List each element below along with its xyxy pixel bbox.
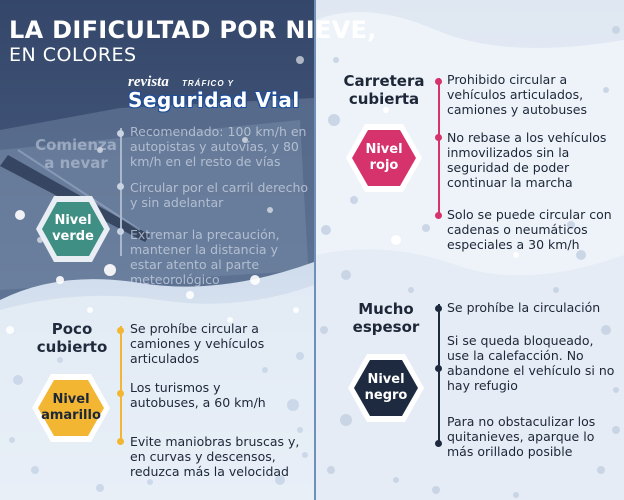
rule-item: Se prohíbe la circulación: [447, 300, 601, 315]
condition-label-black: Mucho espesor: [352, 300, 420, 336]
timeline-dot: [435, 440, 442, 447]
timeline-dot: [435, 365, 442, 372]
condition-label-green: Comienza a nevar: [35, 136, 117, 172]
rule-item: Recomendado: 100 km/h en autopistas y autovías, y 80 km/h en el resto de vías: [130, 124, 307, 169]
timeline-dot: [117, 390, 124, 397]
level-badge-green: Nivel verde: [34, 194, 112, 264]
timeline-black: [438, 304, 440, 446]
timeline-dot: [435, 78, 442, 85]
rule-item: Solo se puede circular con cadenas o neumáticos especiales a 30 km/h: [447, 207, 612, 252]
level-badge-red: Nivel rojo: [344, 122, 424, 194]
rule-item: Extremar la precaución, mantener la distancia y estar atento al parte meteorológico: [130, 227, 280, 287]
condition-label-yellow: Poco cubierto: [36, 320, 108, 356]
rule-item: Se prohíbe circular a camiones y vehículos articulados: [130, 321, 265, 366]
level-badge-yellow: Nivel amarillo: [30, 372, 112, 444]
timeline-green: [120, 128, 122, 256]
page-title: LA DIFICULTAD POR NIEVE,: [9, 16, 377, 44]
page-subtitle: EN COLORES: [9, 44, 137, 66]
level-badge-black: Nivel negro: [346, 352, 426, 424]
rule-item: Si se queda bloqueado, use la calefacción. No abandone el vehículo si no hay refugio: [447, 333, 615, 393]
rule-item: Circular por el carril derecho y sin adelantar: [130, 180, 309, 210]
timeline-red: [438, 78, 440, 218]
timeline-dot: [117, 327, 124, 334]
rule-item: Evite maniobras bruscas y, en curvas y descensos, reduzca más la velocidad: [130, 434, 300, 479]
rule-item: No rebase a los vehículos inmovilizados sin la seguridad de poder continuar la marcha: [447, 130, 607, 190]
timeline-dot: [435, 305, 442, 312]
timeline-dot: [435, 212, 442, 219]
rule-item: Los turismos y autobuses, a 60 km/h: [130, 380, 266, 410]
rule-item: Para no obstaculizar los quitanieves, aparque lo más orillado posible: [447, 414, 596, 459]
rule-item: Prohibido circular a vehículos articulados, camiones y autobuses: [447, 72, 588, 117]
timeline-dot: [117, 130, 124, 137]
timeline-dot: [117, 183, 124, 190]
logo-trafico-text: TRÁFICO Y: [182, 79, 234, 88]
timeline-yellow: [120, 326, 122, 444]
logo-revista-text: revista: [128, 74, 169, 90]
logo-seguridad-vial-text: Seguridad Vial: [128, 88, 300, 112]
condition-label-red: Carretera cubierta: [343, 72, 425, 108]
magazine-logo: [128, 74, 300, 114]
timeline-dot: [435, 134, 442, 141]
timeline-dot: [117, 438, 124, 445]
timeline-dot: [117, 228, 124, 235]
